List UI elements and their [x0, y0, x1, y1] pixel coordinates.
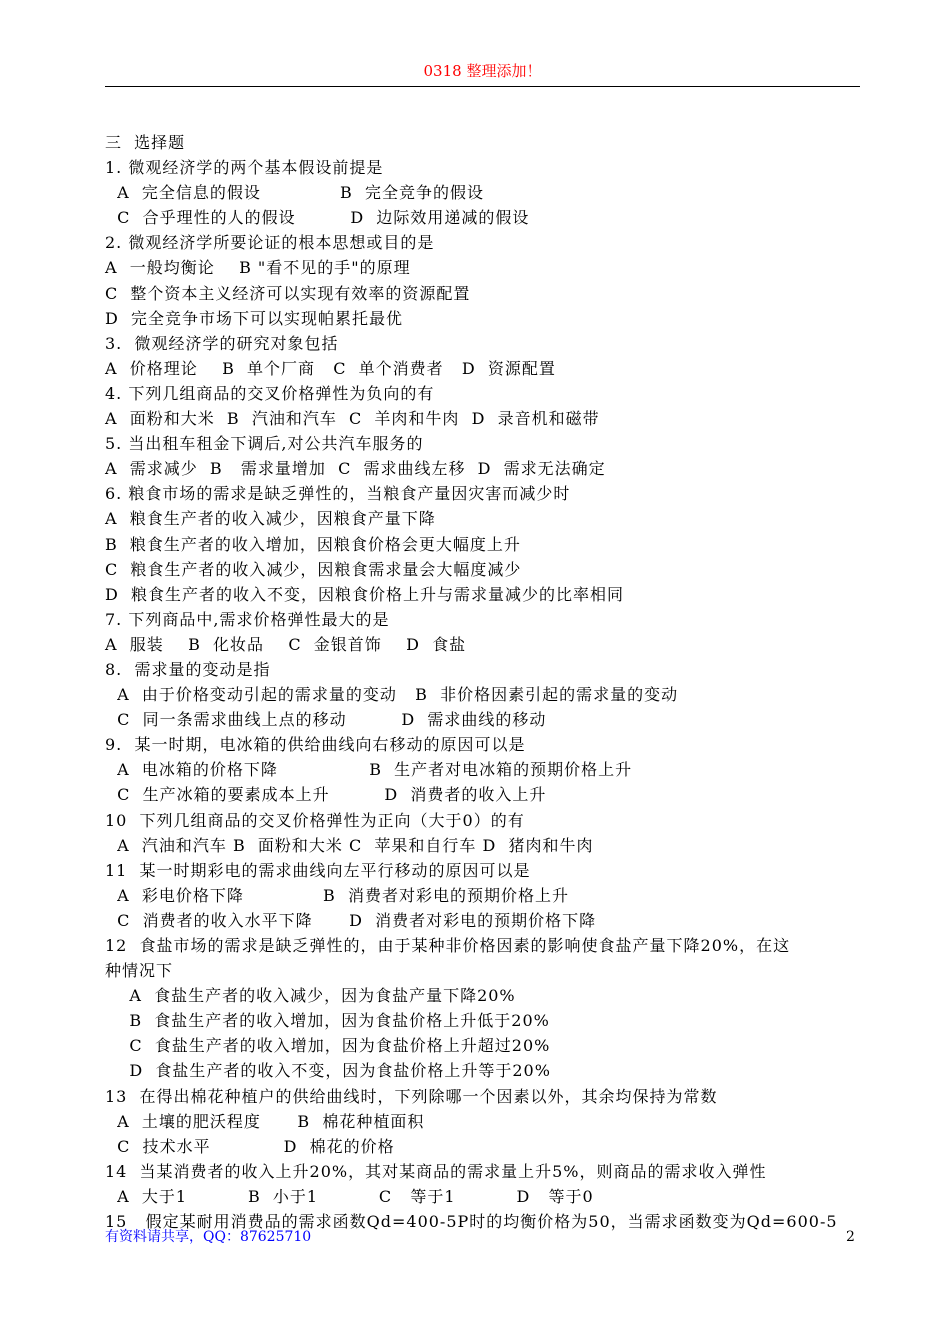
text-line: A 一般均衡论 B "看不见的手"的原理	[105, 258, 411, 278]
text-line: A 由于价格变动引起的需求量的变动 B 非价格因素引起的需求量的变动	[105, 685, 679, 705]
text-line: 2. 微观经济学所要论证的根本思想或目的是	[105, 233, 435, 253]
text-line: 12 食盐市场的需求是缺乏弹性的，由于某种非价格因素的影响使食盐产量下降20%，在这	[105, 936, 791, 955]
text-line: A 彩电价格下降 B 消费者对彩电的预期价格上升	[105, 885, 569, 905]
footer-contact: 有资料请共享，QQ：87625710	[105, 1229, 312, 1245]
text-line: 10 下列几组商品的交叉价格弹性为正向（大于0）的有	[105, 810, 525, 830]
text-line: 15 假定某耐用消费品的需求函数Qd=400-5P时的均衡价格为50，当需求函数变为Qd=600-5	[105, 1212, 838, 1232]
text-line: A 面粉和大米 B 汽油和汽车 C 羊肉和牛肉 D 录音机和磁带	[105, 409, 600, 429]
text-line: D 粮食生产者的收入不变，因粮食价格上升与需求量减少的比率相同	[105, 584, 625, 604]
text-line: A 价格理论 B 单个厂商 C 单个消费者 D 资源配置	[105, 358, 556, 378]
text-line: C 消费者的收入水平下降 D 消费者对彩电的预期价格下降	[105, 910, 597, 930]
text-line: C 粮食生产者的收入减少，因粮食需求量会大幅度减少	[105, 559, 522, 579]
text-line: A 食盐生产者的收入减少，因为食盐产量下降20%	[105, 986, 516, 1006]
text-line: C 食盐生产者的收入增加，因为食盐价格上升超过20%	[105, 1036, 551, 1056]
text-line: D 食盐生产者的收入不变，因为食盐价格上升等于20%	[105, 1061, 551, 1081]
text-line: C 技术水平 D 棉花的价格	[105, 1136, 395, 1156]
text-line: C 生产冰箱的要素成本上升 D 消费者的收入上升	[105, 785, 547, 805]
text-line: 13 在得出棉花种植户的供给曲线时，下列除哪一个因素以外，其余均保持为常数	[105, 1086, 718, 1106]
document-body	[105, 130, 865, 1234]
text-line: 6. 粮食市场的需求是缺乏弹性的，当粮食产量因灾害而减少时	[105, 484, 571, 504]
text-line: B 粮食生产者的收入增加，因粮食价格会更大幅度上升	[105, 534, 521, 554]
text-line: A 汽油和汽车 B 面粉和大米 C 苹果和自行车 D 猪肉和牛肉	[105, 835, 594, 855]
text-line: A 需求减少 B 需求量增加 C 需求曲线左移 D 需求无法确定	[105, 459, 606, 479]
text-line: 8. 需求量的变动是指	[105, 659, 271, 679]
text-line: B 食盐生产者的收入增加，因为食盐价格上升低于20%	[105, 1011, 550, 1031]
text-line: A 大于1 B 小于1 C 等于1 D 等于0	[105, 1186, 594, 1206]
text-line: D 完全竞争市场下可以实现帕累托最优	[105, 308, 404, 328]
text-line: 11 某一时期彩电的需求曲线向左平行移动的原因可以是	[105, 860, 531, 880]
header-divider	[105, 86, 860, 87]
text-line: C 合乎理性的人的假设 D 边际效用递减的假设	[105, 208, 530, 228]
text-line: A 完全信息的假设 B 完全竞争的假设	[105, 183, 484, 203]
text-line: 7. 下列商品中,需求价格弹性最大的是	[105, 609, 390, 629]
page-header: 0318 整理添加！	[423, 62, 542, 80]
text-line: A 粮食生产者的收入减少，因粮食产量下降	[105, 509, 436, 529]
text-line: 3. 微观经济学的研究对象包括	[105, 333, 339, 353]
text-line: C 整个资本主义经济可以实现有效率的资源配置	[105, 283, 471, 303]
text-line: A 土壤的肥沃程度 B 棉花种植面积	[105, 1111, 425, 1131]
text-line: C 同一条需求曲线上点的移动 D 需求曲线的移动	[105, 710, 547, 730]
text-line: A 电冰箱的价格下降 B 生产者对电冰箱的预期价格上升	[105, 760, 633, 780]
text-line: 5. 当出租车租金下调后,对公共汽车服务的	[105, 434, 424, 454]
text-line: 14 当某消费者的收入上升20%，其对某商品的需求量上升5%，则商品的需求收入弹性	[105, 1161, 767, 1181]
text-line: 9. 某一时期，电冰箱的供给曲线向右移动的原因可以是	[105, 735, 526, 755]
text-line: 三 选择题	[105, 133, 186, 152]
text-line: 种情况下	[105, 961, 174, 981]
text-line: A 服装 B 化妆品 C 金银首饰 D 食盐	[105, 634, 467, 654]
page-number: 2	[846, 1229, 855, 1245]
text-line: 1. 微观经济学的两个基本假设前提是	[105, 158, 384, 178]
text-line: 4. 下列几组商品的交叉价格弹性为负向的有	[105, 383, 435, 403]
